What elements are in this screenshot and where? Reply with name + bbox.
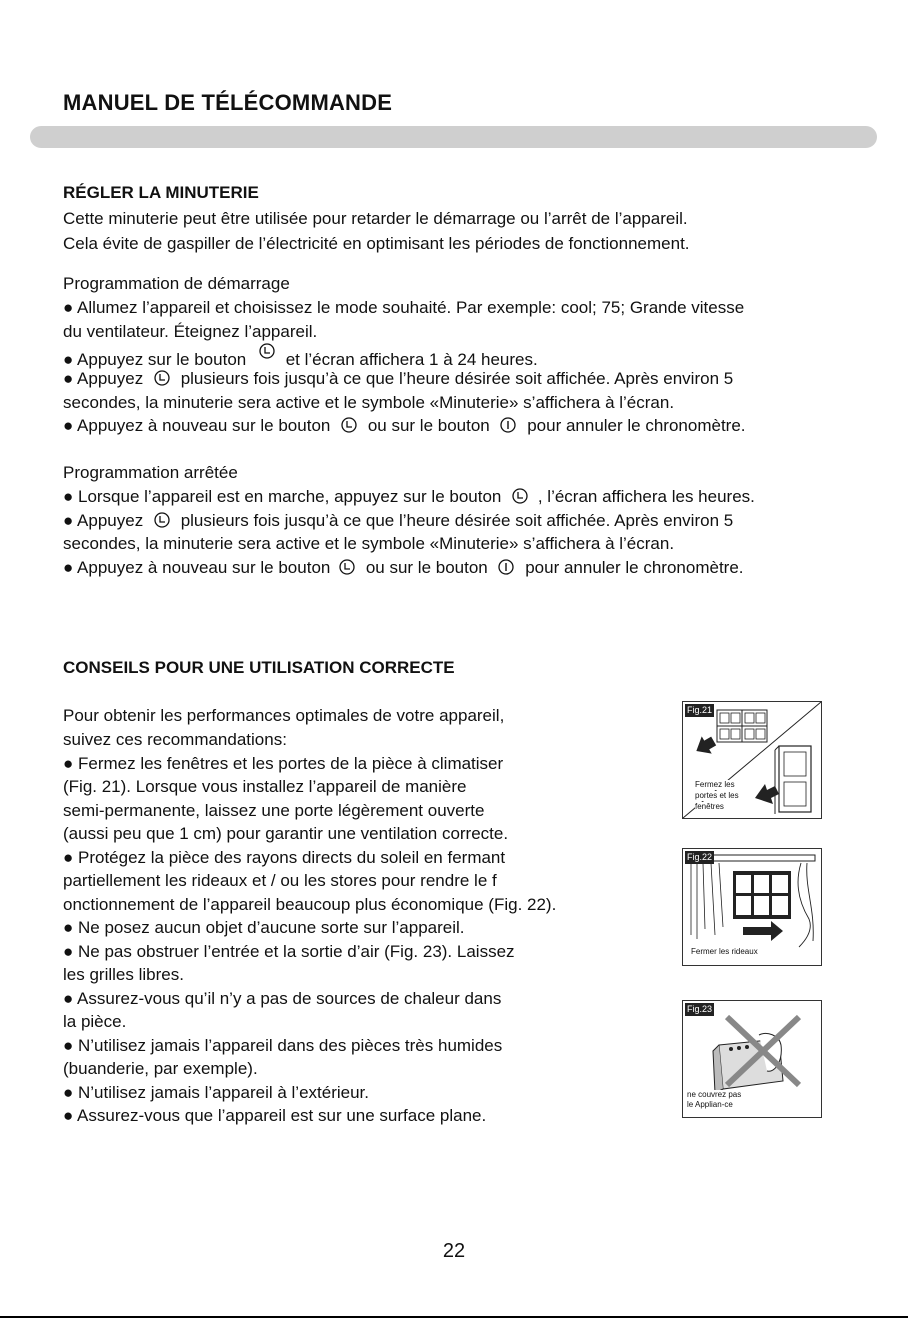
tips-line: (aussi peu que 1 cm) pour garantir une ventilation correcte. (63, 824, 509, 843)
header-divider-bar (30, 126, 877, 148)
figure-23 (682, 1000, 822, 1118)
start-step-4-text-b: ou sur le bouton (367, 416, 490, 435)
stop-step-2-text-a: ● Appuyez (63, 511, 144, 530)
stop-heading: Programmation arrêtée (63, 463, 238, 482)
stop-step-1-text-b: , l’écran affichera les heures. (537, 487, 755, 506)
start-step-3 (63, 367, 733, 391)
stop-step-2-text-b: plusieurs fois jusqu’à ce que l’heure désirée soit affichée. Après environ 5 (180, 511, 734, 530)
start-step-1b: du ventilateur. Éteignez l’appareil. (63, 322, 318, 341)
start-step-3-text-a: ● Appuyez (63, 369, 144, 388)
page-title: MANUEL DE TÉLÉCOMMANDE (63, 90, 393, 115)
tips-line: les grilles libres. (63, 965, 184, 984)
timer-heading: RÉGLER LA MINUTERIE (63, 183, 259, 202)
timer-button-icon (339, 559, 355, 575)
figure-23-label: Fig.23 (687, 1004, 713, 1014)
tips-line: Pour obtenir les performances optimales de votre appareil, (63, 706, 505, 725)
start-step-2-text-b: et l’écran affichera 1 à 24 heures. (285, 350, 538, 369)
tips-line: onctionnement de l’appareil beaucoup plus économique (Fig. 22). (63, 895, 557, 914)
figure-22 (682, 848, 822, 966)
timer-button-icon (259, 343, 275, 359)
timer-button-icon (154, 512, 170, 528)
tips-line: semi-permanente, laissez une porte légèrement ouverte (63, 801, 485, 820)
tips-line: (Fig. 21). Lorsque vous installez l’appareil de manière (63, 777, 467, 796)
stop-step-2c: secondes, la minuterie sera active et le symbole «Minuterie» s’affichera à l’écran. (63, 534, 675, 553)
power-button-icon (498, 559, 514, 575)
figure-23-caption-2: le Applian-ce (687, 1100, 733, 1109)
timer-button-icon (341, 417, 357, 433)
stop-step-3-text-a: ● Appuyez à nouveau sur le bouton (63, 558, 331, 577)
tips-line: (buanderie, par exemple). (63, 1059, 258, 1078)
tips-line: suivez ces recommandations: (63, 730, 287, 749)
figure-22-label: Fig.22 (687, 852, 713, 862)
figure-22-caption: Fermer les rideaux (691, 947, 758, 956)
start-step-4 (63, 414, 746, 438)
stop-step-3-text-b: ou sur le bouton (365, 558, 488, 577)
stop-step-1 (63, 485, 755, 509)
start-step-4-text-a: ● Appuyez à nouveau sur le bouton (63, 416, 331, 435)
figure-21 (682, 701, 822, 819)
start-step-4-text-c: pour annuler le chronomètre. (527, 416, 746, 435)
figure-21-caption-1: Fermez les (695, 780, 735, 789)
tips-line: partiellement les rideaux et / ou les stores pour rendre le f (63, 871, 497, 890)
figure-21-label: Fig.21 (687, 705, 713, 715)
stop-step-1-text-a: ● Lorsque l’appareil est en marche, appuyez sur le bouton (63, 487, 502, 506)
tips-heading: CONSEILS POUR UNE UTILISATION CORRECTE (63, 658, 455, 677)
bottom-border (0, 1316, 908, 1318)
start-step-1a: ● Allumez l’appareil et choisissez le mode souhaité. Par exemple: cool; 75; Grande vitesse (63, 298, 745, 317)
tips-line: ● Protégez la pièce des rayons directs du soleil en fermant (63, 848, 506, 867)
page-number: 22 (442, 1240, 466, 1262)
start-step-2-text-a: ● Appuyez sur le bouton (63, 350, 247, 369)
tips-line: ● Fermez les fenêtres et les portes de la pièce à climatiser (63, 754, 504, 773)
power-button-icon (500, 417, 516, 433)
tips-line: ● N’utilisez jamais l’appareil dans des pièces très humides (63, 1036, 503, 1055)
start-step-3-text-b: plusieurs fois jusqu’à ce que l’heure désirée soit affichée. Après environ 5 (180, 369, 734, 388)
tips-line: ● Assurez-vous qu’il n’y a pas de sources de chaleur dans (63, 989, 502, 1008)
figure-21-caption-2: portes et les (695, 791, 739, 800)
tips-line: ● Ne posez aucun objet d’aucune sorte sur l’appareil. (63, 918, 465, 937)
stop-step-2 (63, 509, 733, 533)
start-step-3c: secondes, la minuterie sera active et le symbole «Minuterie» s’affichera à l’écran. (63, 393, 675, 412)
tips-line: ● Ne pas obstruer l’entrée et la sortie d’air (Fig. 23). Laissez (63, 942, 515, 961)
tips-line: ● Assurez-vous que l’appareil est sur une surface plane. (63, 1106, 487, 1125)
timer-button-icon (154, 370, 170, 386)
start-heading: Programmation de démarrage (63, 274, 290, 293)
stop-step-3-text-c: pour annuler le chronomètre. (525, 558, 744, 577)
timer-button-icon (512, 488, 528, 504)
timer-intro-1: Cette minuterie peut être utilisée pour retarder le démarrage ou l’arrêt de l’appareil. (63, 209, 688, 228)
figure-23-caption-1: ne couvrez pas (687, 1090, 742, 1099)
tips-line: ● N’utilisez jamais l’appareil à l’extérieur. (63, 1083, 369, 1102)
stop-step-3 (63, 556, 744, 580)
figure-21-caption-3: fenêtres (695, 802, 724, 811)
timer-intro-2: Cela évite de gaspiller de l’électricité en optimisant les périodes de fonctionnement. (63, 234, 690, 253)
tips-line: la pièce. (63, 1012, 127, 1031)
